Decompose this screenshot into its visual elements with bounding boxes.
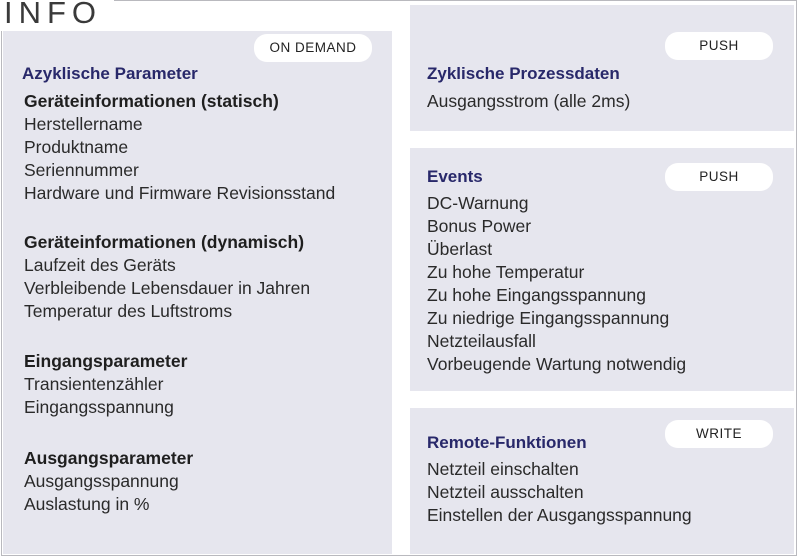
cyclic-title: Zyklische Prozessdaten xyxy=(427,64,620,83)
acyclic-panel xyxy=(3,31,392,554)
list-item: Herstellername xyxy=(24,114,143,134)
cyclic-panel xyxy=(410,5,794,131)
write-badge: WRITE xyxy=(665,420,773,448)
list-item: Temperatur des Luftstroms xyxy=(24,301,233,321)
dynamic-info-section xyxy=(24,231,310,323)
remote-title: Remote-Funktionen xyxy=(427,433,587,452)
remote-list xyxy=(427,458,692,527)
list-item: Netzteil einschalten xyxy=(427,459,579,479)
section-title: Geräteinformationen (statisch) xyxy=(24,91,279,111)
push-badge: PUSH xyxy=(665,32,773,60)
list-item: Eingangsspannung xyxy=(24,397,174,417)
list-item: Hardware und Firmware Revisionsstand xyxy=(24,183,336,203)
list-item: DC-Warnung xyxy=(427,193,529,213)
push-badge: PUSH xyxy=(665,163,773,191)
list-item: Einstellen der Ausgangsspannung xyxy=(427,505,692,525)
list-item: Zu niedrige Eingangsspannung xyxy=(427,308,670,328)
events-title: Events xyxy=(427,167,483,186)
section-title: Geräteinformationen (dynamisch) xyxy=(24,232,305,252)
section-title: Eingangsparameter xyxy=(24,351,188,371)
events-list xyxy=(427,192,686,376)
list-item: Zu hohe Temperatur xyxy=(427,262,585,282)
list-item: Transientenzähler xyxy=(24,374,164,394)
output-params-section xyxy=(24,447,193,516)
list-item: Netzteilausfall xyxy=(427,331,536,351)
static-info-section xyxy=(24,90,335,205)
list-item: Ausgangsstrom (alle 2ms) xyxy=(427,91,631,111)
page-title: INFO xyxy=(0,0,114,31)
list-item: Vorbeugende Wartung notwendig xyxy=(427,354,687,374)
list-item: Verbleibende Lebensdauer in Jahren xyxy=(24,278,311,298)
list-item: Seriennummer xyxy=(24,160,139,180)
cyclic-list xyxy=(427,90,630,113)
list-item: Auslastung in % xyxy=(24,494,150,514)
on-demand-badge: ON DEMAND xyxy=(254,34,372,62)
list-item: Produktname xyxy=(24,137,129,157)
input-params-section xyxy=(24,350,187,419)
list-item: Zu hohe Eingangsspannung xyxy=(427,285,646,305)
list-item: Netzteil ausschalten xyxy=(427,482,584,502)
list-item: Laufzeit des Geräts xyxy=(24,255,176,275)
remote-panel xyxy=(410,408,794,554)
events-panel xyxy=(410,148,794,391)
list-item: Überlast xyxy=(427,239,493,259)
section-title: Ausgangsparameter xyxy=(24,448,194,468)
acyclic-title: Azyklische Parameter xyxy=(22,64,198,83)
list-item: Ausgangsspannung xyxy=(24,471,179,491)
list-item: Bonus Power xyxy=(427,216,532,236)
